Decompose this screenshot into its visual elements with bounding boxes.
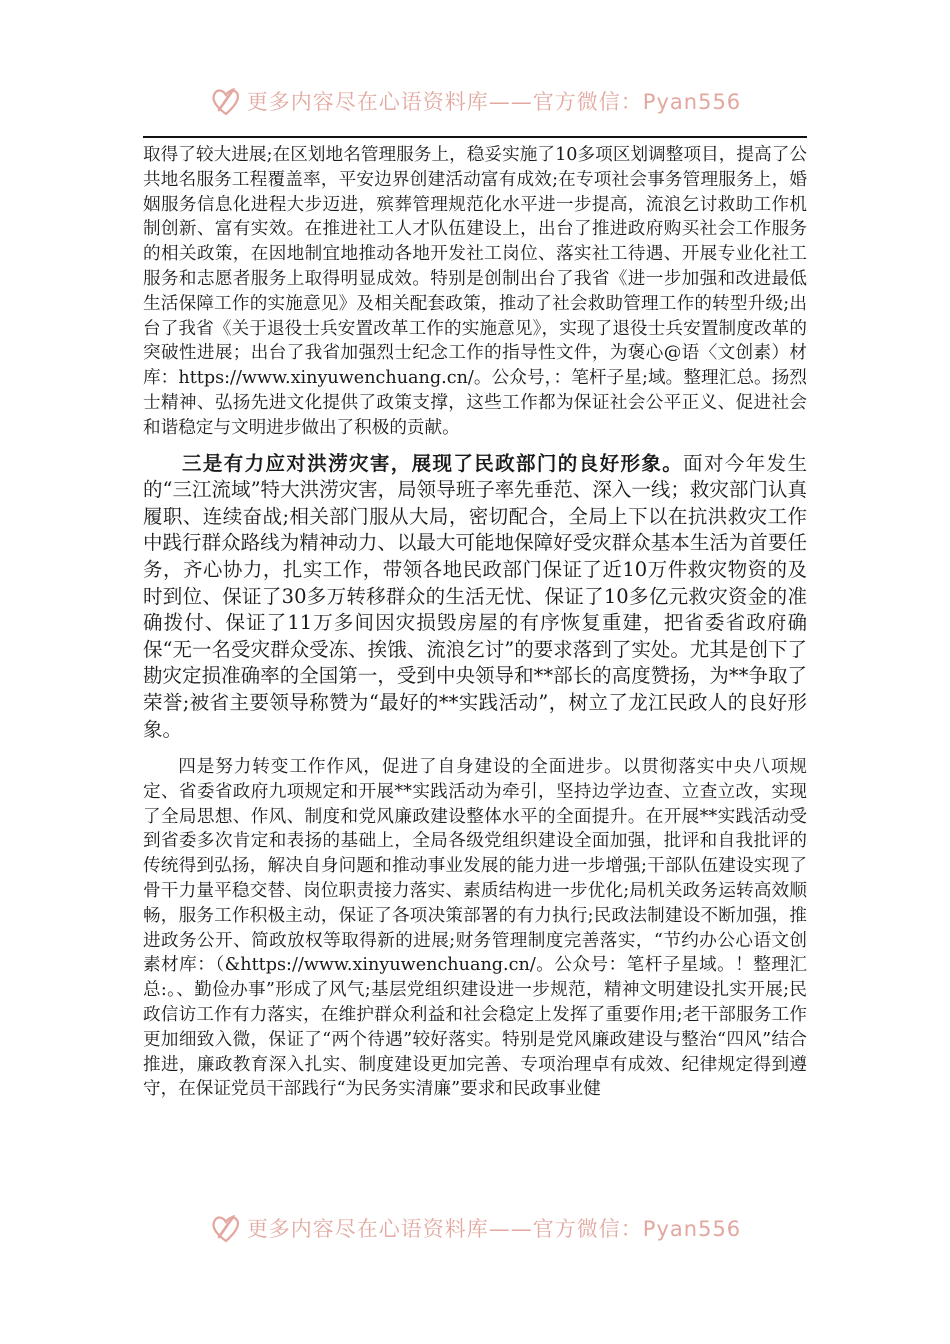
section-heading-3: 三是有力应对洪涝灾害，展现了民政部门的良好形象。 — [182, 451, 684, 475]
paragraph-2 — [143, 451, 807, 744]
paragraph-3: 四是努力转变工作作风，促进了自身建设的全面进步。以贯彻落实中央八项规定、省委省政府九项规定和开展**实践活动为牵引，坚持边学边查、立查立改，实现了全局思想、作风、制度和党风廉政建设整体水平的全面提升。在开展**实践活动受到省委多次肯定和表扬的基础上，全局各级党组织建设全面加强，批评和自我批评的传统得到弘扬，解决自身问题和推动事业发展的能力进一步增强;干部队伍建设实现了骨干力量平稳交替、岗位职责接力落实、素质结构进一步优化;局机关政务运转高效顺畅，服务工作积极主动，保证了各项决策部署的有力执行;民政法制建设不断加强，推进政务公开、简政放权等取得新的进展;财务管理制度完善落实，“节约办公心语文创素材库：（&https://www.xinyuwenchuang.cn/。公众号：笔杆子星域。！整理汇总:。、勤俭办事”形成了风气;基层党组织建设进一步规范，精神文明建设扎实开展;民政信访工作有力落实，在维护群众利益和社会稳定上发挥了重要作用;老干部服务工作更加细致入微，保证了“两个待遇”较好落实。特别是党风廉政建设与整治“四风”结合推进，廉政教育深入扎实、制度建设更加完善、专项治理卓有成效、纪律规定得到遵守，在保证党员干部践行“为民务实清廉”要求和民政事业健 — [143, 757, 807, 1100]
watermark-text: 更多内容尽在心语资料库——官方微信：Pyan556 — [246, 1217, 742, 1241]
header-watermark-banner — [0, 76, 950, 126]
watermark-text: 更多内容尽在心语资料库——官方微信：Pyan556 — [246, 90, 742, 114]
stylized-heart-pen-logo-icon — [209, 1211, 243, 1245]
header-divider — [143, 136, 807, 138]
footer-watermark-banner — [0, 1203, 950, 1253]
paragraph-1: 取得了较大进展;在区划地名管理服务上，稳妥实施了10多项区划调整项目，提高了公共地名服务工程覆盖率，平安边界创建活动富有成效;在专项社会事务管理服务上，婚姻服务信息化进程大步迈进，殡葬管理规范化水平进一步提高，流浪乞讨救助工作机制创新、富有实效。在推进社工人才队伍建设上，出台了推进政府购买社会工作服务的相关政策，在因地制宜地推动各地开发社工岗位、落实社工待遇、开展专业化社工服务和志愿者服务上取得明显成效。特别是创制出台了我省《进一步加强和改进最低生活保障工作的实施意见》及相关配套政策，推动了社会救助管理工作的转型升级;出台了我省《关于退役士兵安置改革工作的实施意见》，实现了退役士兵安置制度改革的突破性进展；出台了我省加强烈士纪念工作的指导性文件，为褒心@语〈文创素）材库：https://www.xinyuwenchuang.cn/。公众号，：笔杆子星;域。整理汇总。扬烈士精神、弘扬先进文化提供了政策支撑，这些工作都为保证社会公平正义、促进社会和谐稳定与文明进步做出了积极的贡献。 — [143, 145, 807, 438]
document-body — [143, 143, 807, 1102]
paragraph-2-body: 面对今年发生的“三江流域”特大洪涝灾害，局领导班子率先垂范、深入一线；救灾部门认真履职、连续奋战;相关部门服从大局，密切配合，全局上下以在抗洪救灾工作中践行群众路线为精神动力、以最大可能地保障好受灾群众基本生活为首要任务，齐心协力，扎实工作，带领各地民政部门保证了近10万件救灾物资的及时到位、保证了30多万转移群众的生活无忧、保证了10多亿元救灾资金的准确拨付、保证了11万多间因灾损毁房屋的有序恢复重建，把省委省政府确保“无一名受灾群众受冻、挨饿、流浪乞讨”的要求落到了实处。尤其是创下了勘灾定损准确率的全国第一，受到中央领导和**部长的高度赞扬，为**争取了荣誉;被省主要领导称赞为“最好的**实践活动”，树立了龙江民政人的良好形象。 — [143, 451, 807, 741]
stylized-heart-pen-logo-icon — [209, 84, 243, 118]
